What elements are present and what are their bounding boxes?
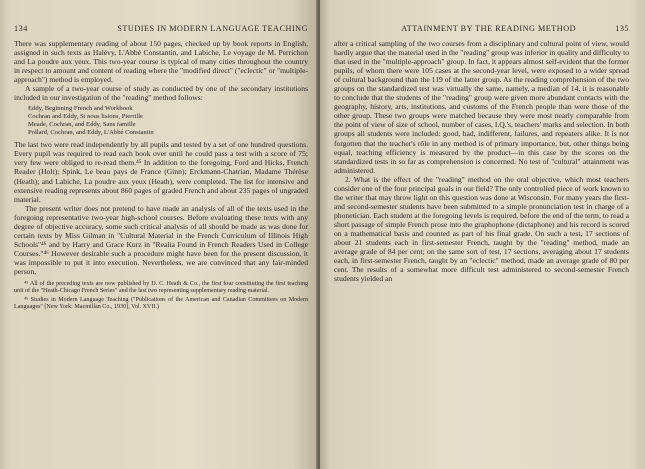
footnote-45: ⁴⁵ All of the preceding texts are now published by D. C. Heath & Co., the first four constituting the first teaching unit of the "Heath-Chicago French Series" and the last two representing supplementary reading material. [14, 281, 308, 295]
footnote-46: ⁴⁶ Studies in Modern Language Teaching ("Publications of the American and Canadian Committees on Modern Languages" [New York: Macmillan Co., 1930], Vol. XVII.) [14, 296, 308, 311]
reading-list-item: Pollard, Cochran, and Eddy, L'Abbé Constantin [28, 129, 154, 137]
right-paragraph-1: after a critical sampling of the two courses from a disciplinary and cultural point of view, would hardly argue that the material used in the "reading" group was inferior in quality and difficulty to that used in the "multiple-approach" group. In fact, it appears almost self-evident that the former pupils, of whom there were 105 cases at the second-year level, were exposed to a wider spread of cultural background than the 119 of the latter group. As the reading comprehension of the two groups on the standardized test was virtually the same, namely, a median of 14, it is reasonable to conclude that the students of the "reading" group were given more abundant contacts with the geography, history, arts, institutions, and customs of the French people than were those of the other group. These two groups were matched because they were most nearly comparable from the point of view of size of school, number of cases, I.Q.'s, teachers' marks and selection. In both groups all students were included: good, bad, indifferent, failures, and repeaters alike. It is not forgotten that the teacher's rôle in any method is of primary importance, but, other things being equal, teaching efficiency is measured by the product—in this case by the scores on the standardized tests in so far as comprehension is concerned. No test of "cultural" attainment was administered. [334, 39, 629, 175]
left-paragraph-2: A sample of a two-year course of study as conducted by one of the secondary institutions included in our investigation of the "reading" method follows: [14, 84, 308, 103]
right-page-number: 135 [615, 24, 629, 33]
right-paragraph-2: 2. What is the effect of the "reading" method on the oral objective, which most teachers consider one of the four principal goals in our field? The only controlled piece of work known to the writer that may throw light on this question was done at Wisconsin. For many years the first- and second-semester students have been submitted to a simple pronunciation test in charge of a phonetician. Each student at the foregoing levels is required, before the end of the term, to read a short passage of simple French prose into the graphophone (dictaphone) and his record is scored on a mathematical basis and counted as part of his final grade. On such a test, 17 sections of about 21 students each in first-semester French, taught by the "reading" method, made an average grade of 84 per cent; on the same sort of test, 17 sections, averaging about 17 students each, in first-semester French, taught by an "eclectic" method, made an average grade of 80 per cent. The results of a somewhat more difficult test administered to second-semester French students yielded an [334, 174, 629, 284]
left-page-number: 134 [14, 24, 28, 33]
left-page [0, 0, 318, 469]
left-running-head: STUDIES IN MODERN LANGUAGE TEACHING [117, 24, 308, 33]
reading-list [28, 105, 308, 137]
reading-list-item: Cochran and Eddy, Si nous lisions, Pierrille [28, 113, 143, 121]
left-paragraph-4: The present writer does not pretend to have made an analysis of all of the texts used in the foregoing representative two-year high-school courses. Before evaluating these texts with any degree of objective accuracy, some such critical analysis of all should be made as was done for certain texts by Miss Gilman in "Cultural Material in the French Curriculum of Illinois High Schools"⁴⁶ and by Harry and Grace Kurz in "Realia Found in French Readers Used in College Courses."⁴⁶ However desirable such a procedure might have been for the present discussion, it was impossible to put it into execution. Nevertheless, we are convinced that any fair-minded person, [14, 203, 308, 276]
left-page-header [14, 24, 308, 33]
reading-list-item: Eddy, Beginning French and Workbook [28, 105, 133, 113]
reading-list-item: Meade, Cochran, and Eddy, Sans famille [28, 121, 136, 129]
right-page-body [334, 39, 629, 283]
left-paragraph-1: There was supplementary reading of about 150 pages, checked up by book reports in English, assigned in such texts as Halévy, L'Abbé Constantin, and Labiche, Le voyage de M. Perrichon and La poudre aux yeux. This two-year course is typical of many cities throughout the country in respect to amount and content of reading where the "modified direct" ("eclectic" or "multiple-approach") method is employed. [14, 39, 308, 85]
right-page-header [334, 24, 629, 33]
left-page-body [14, 39, 308, 276]
right-page [320, 0, 645, 469]
right-running-head: ATTAINMENT BY THE READING METHOD [401, 24, 577, 33]
left-footnotes [14, 281, 308, 312]
left-paragraph-3: The last two were read independently by all pupils and tested by a set of one hundred questions. Every pupil was required to read each book over until he could pass a test with a score of 75; very few were obliged to re-read them.⁴⁵ In addition to the foregoing, Ford and Hicks, French Reader (Holt); Spink, Le beau pays de France (Ginn); Erckmann-Chatrian, Madame Thérèse (Heath); and Labiche, La poudre aux yeux (Heath), were completed. The list for intensive and extensive reading represents about 860 pages of graded French and about 235 pages of ungraded material. [14, 140, 308, 204]
